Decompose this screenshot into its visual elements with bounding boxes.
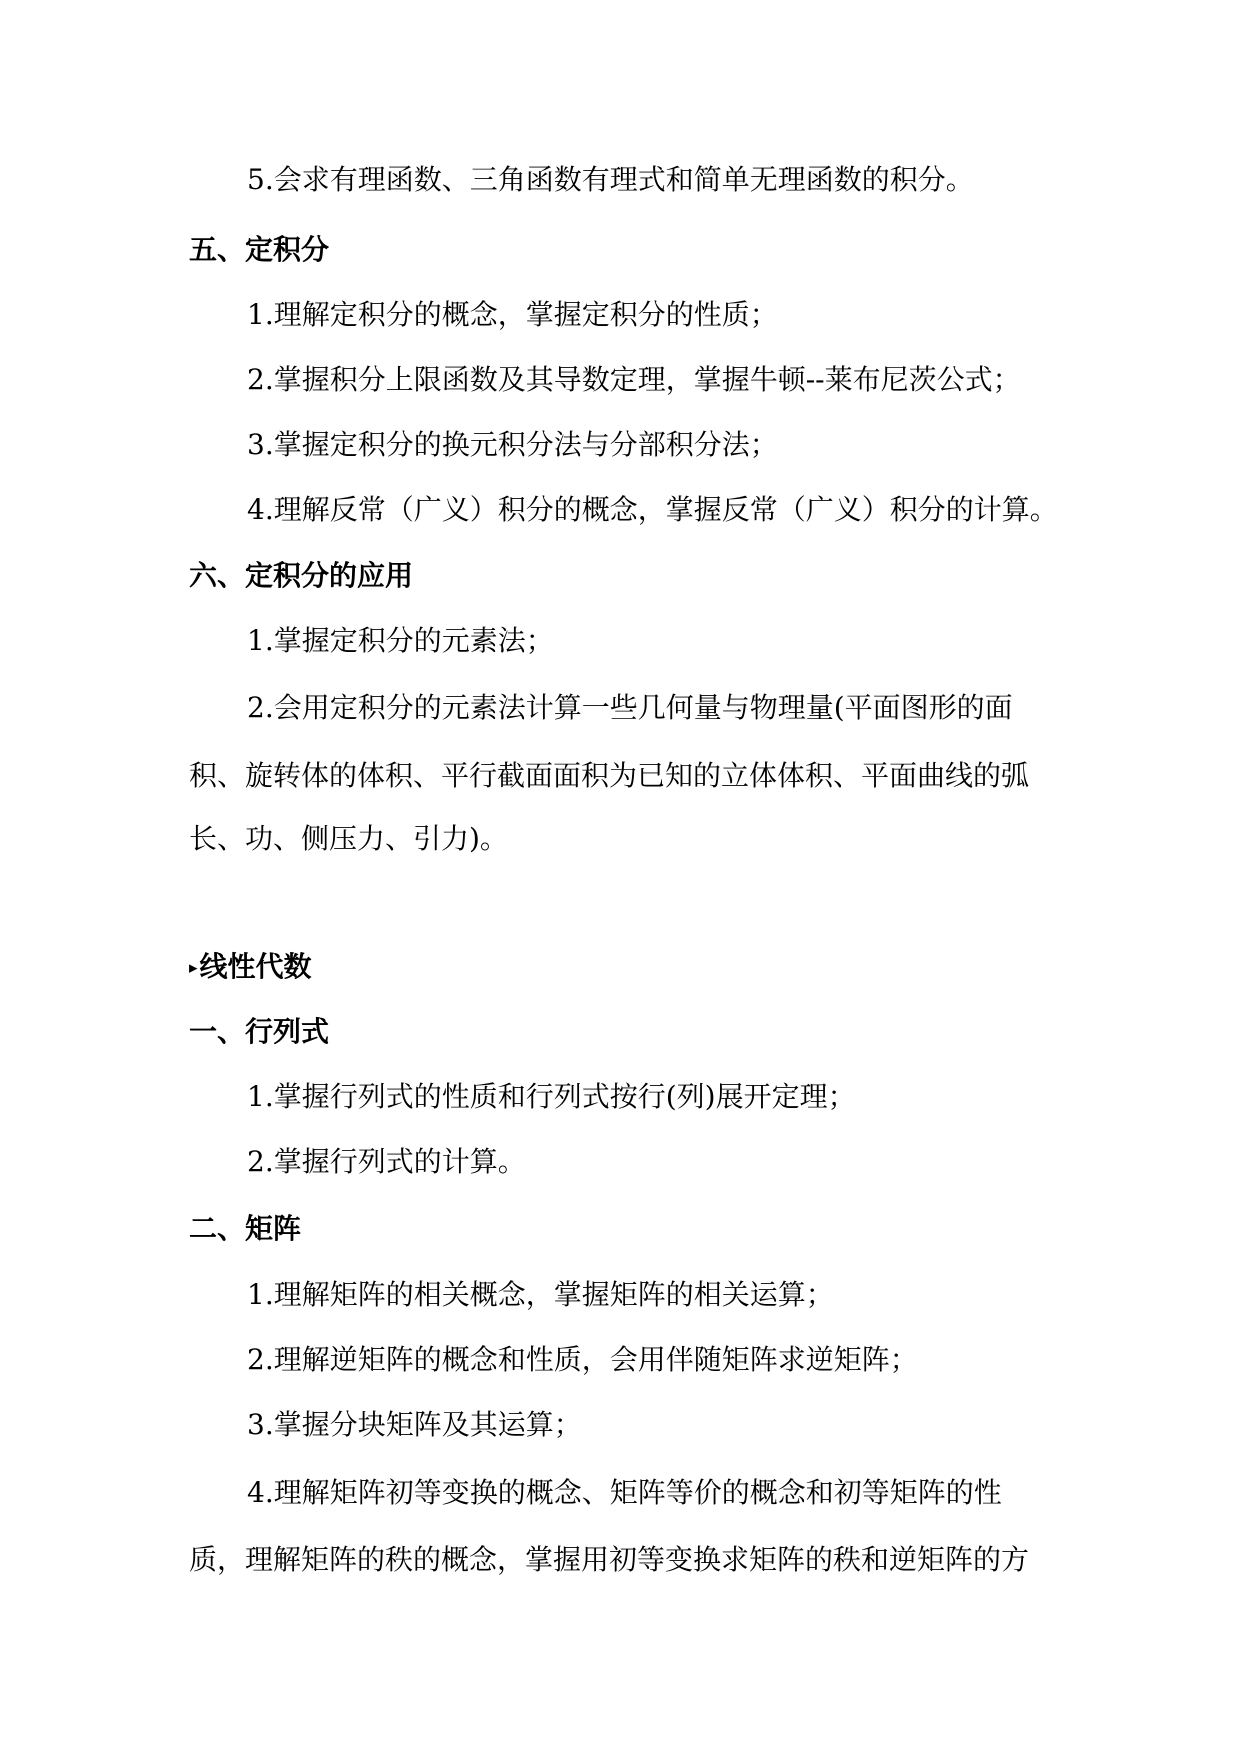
subject-title-text: 线性代数: [199, 950, 312, 983]
list-item-continuation: 积、旋转体的体积、平行截面面积为已知的立体体积、平面曲线的弧: [189, 759, 1030, 792]
list-item: 2.会用定积分的元素法计算一些几何量与物理量(平面图形的面: [247, 691, 1013, 724]
list-item: 5.会求有理函数、三角函数有理式和简单无理函数的积分。: [247, 163, 974, 196]
list-item: 1.掌握定积分的元素法；: [247, 624, 554, 657]
list-item: 1.理解矩阵的相关概念，掌握矩阵的相关运算；: [247, 1278, 834, 1311]
bullet-marker-icon: ▸: [189, 958, 198, 978]
list-item: 4.理解矩阵初等变换的概念、矩阵等价的概念和初等矩阵的性: [247, 1476, 1002, 1509]
list-item: 1.理解定积分的概念，掌握定积分的性质；: [247, 298, 778, 331]
list-item: 1.掌握行列式的性质和行列式按行(列)展开定理；: [247, 1080, 856, 1113]
list-item: 3.掌握定积分的换元积分法与分部积分法；: [247, 428, 778, 461]
section-heading-determinants: 一、行列式: [189, 1015, 330, 1048]
section-heading-applications: 六、定积分的应用: [189, 559, 414, 592]
list-item-continuation: 质，理解矩阵的秩的概念，掌握用初等变换求矩阵的秩和逆矩阵的方: [189, 1543, 1030, 1576]
list-item: 2.掌握积分上限函数及其导数定理，掌握牛顿--莱布尼茨公式；: [247, 363, 1021, 396]
list-item: 3.掌握分块矩阵及其运算；: [247, 1408, 582, 1441]
section-heading-matrices: 二、矩阵: [189, 1212, 302, 1245]
section-heading-definite-integral: 五、定积分: [189, 233, 330, 266]
list-item-continuation: 长、功、侧压力、引力)。: [189, 822, 508, 855]
subject-title: [189, 949, 312, 986]
list-item: 2.理解逆矩阵的概念和性质，会用伴随矩阵求逆矩阵；: [247, 1343, 918, 1376]
list-item: 2.掌握行列式的计算。: [247, 1145, 526, 1178]
list-item: 4.理解反常（广义）积分的概念，掌握反常（广义）积分的计算。: [247, 493, 1058, 526]
